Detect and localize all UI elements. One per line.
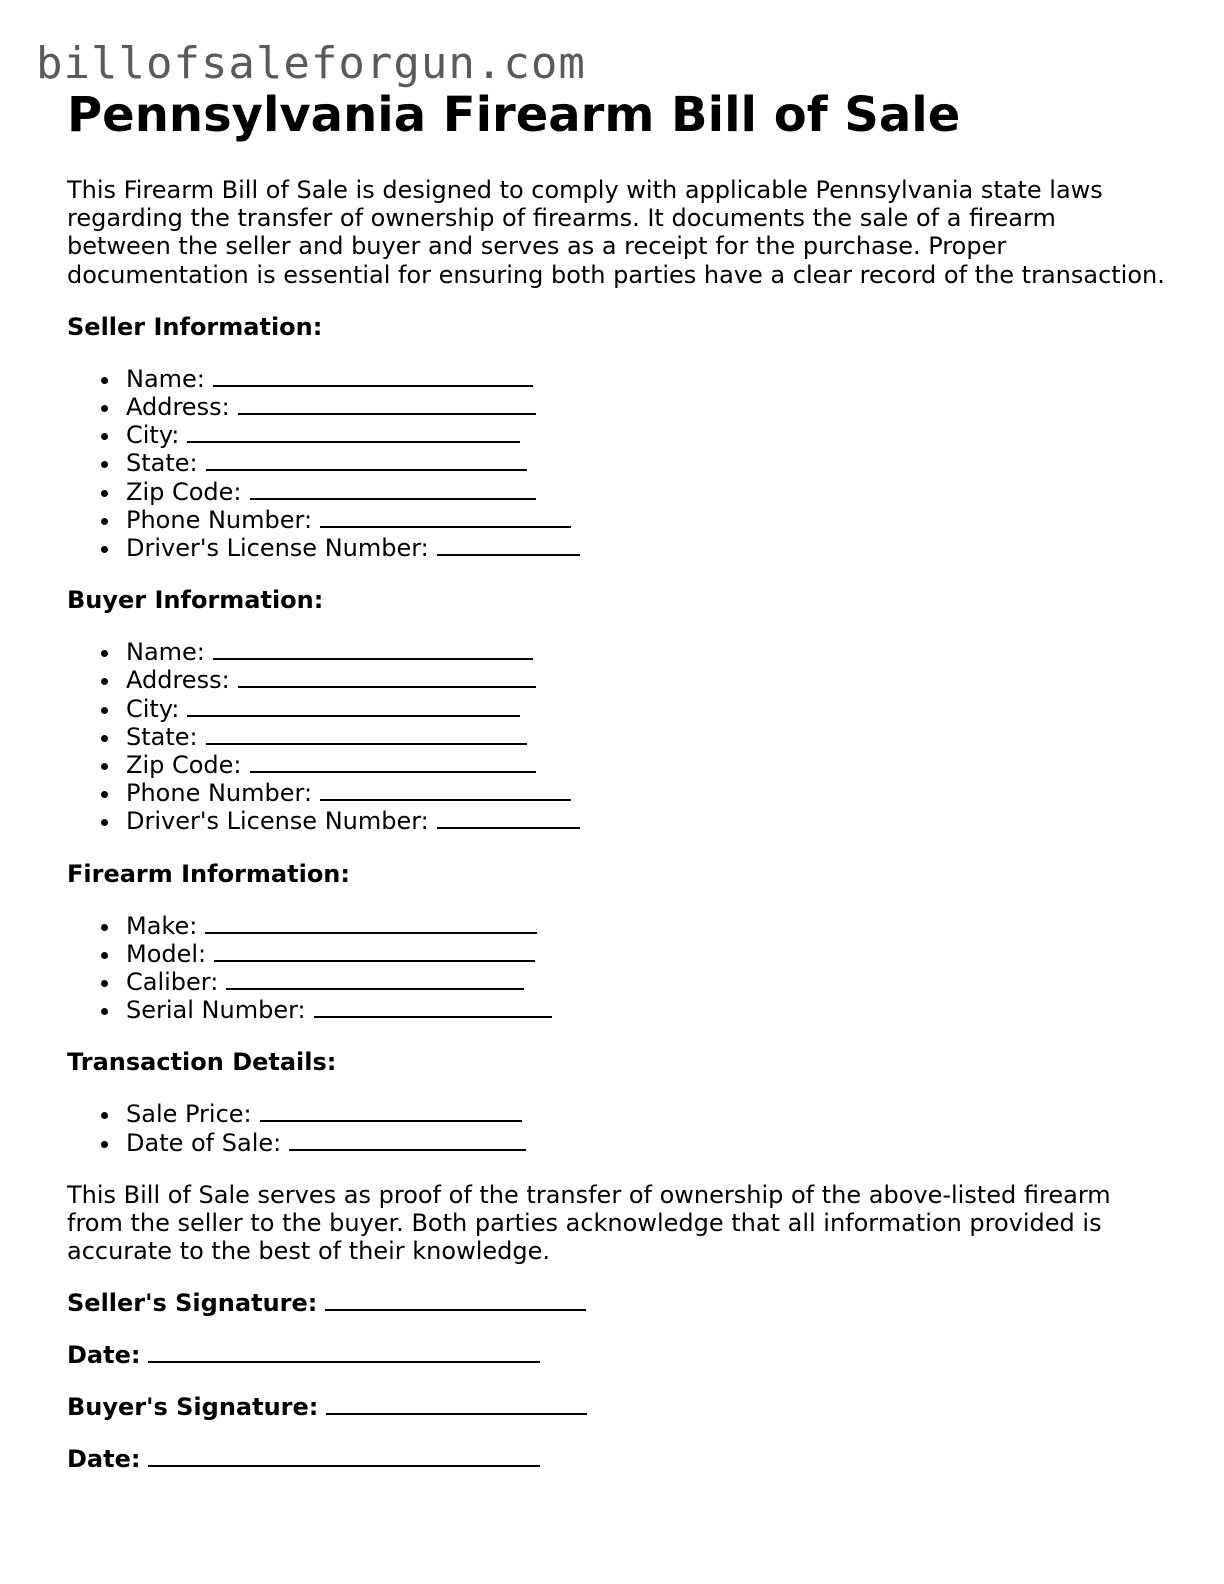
buyer-address-field: Address: — [126, 666, 1167, 694]
buyer-state-blank[interactable] — [206, 724, 527, 745]
buyer-name-blank[interactable] — [213, 639, 533, 660]
seller-signature-blank[interactable] — [325, 1290, 586, 1311]
seller-address-blank[interactable] — [238, 394, 536, 415]
buyer-signature-line: Buyer's Signature: — [67, 1393, 1167, 1421]
firearm-make-blank[interactable] — [205, 913, 537, 934]
transaction-fields-list — [67, 1100, 1167, 1156]
buyer-name-field: Name: — [126, 638, 1167, 666]
buyer-heading: Buyer Information: — [67, 586, 324, 615]
seller-license-field: Driver's License Number: — [126, 534, 1167, 562]
buyer-license-blank[interactable] — [437, 808, 580, 829]
seller-city-blank[interactable] — [187, 422, 520, 443]
seller-phone-field: Phone Number: — [126, 506, 1167, 534]
date-of-sale-field: Date of Sale: — [126, 1129, 1167, 1157]
buyer-phone-field: Phone Number: — [126, 779, 1167, 807]
date-of-sale-blank[interactable] — [289, 1130, 526, 1151]
seller-signature-line: Seller's Signature: — [67, 1289, 1167, 1317]
seller-heading: Seller Information: — [67, 312, 323, 341]
buyer-address-blank[interactable] — [238, 667, 536, 688]
firearm-caliber-blank[interactable] — [226, 969, 524, 990]
seller-date-line: Date: — [67, 1341, 1167, 1369]
seller-state-field: State: — [126, 449, 1167, 477]
seller-address-field: Address: — [126, 393, 1167, 421]
seller-name-blank[interactable] — [213, 366, 533, 387]
seller-zip-blank[interactable] — [250, 479, 536, 500]
page-title: Pennsylvania Firearm Bill of Sale — [67, 87, 961, 143]
seller-license-blank[interactable] — [437, 535, 580, 556]
buyer-phone-blank[interactable] — [320, 780, 571, 801]
closing-paragraph: This Bill of Sale serves as proof of the transfer of ownership of the above-listed firearm from the seller to the buyer. Both parties acknowledge that all information provided is accurate to the best of their knowledge. — [67, 1180, 1111, 1266]
intro-paragraph: This Firearm Bill of Sale is designed to comply with applicable Pennsylvania state laws regarding the transfer of ownership of firearms. It documents the sale of a firearm between the seller and buyer and serves as a receipt for the purchase. Proper documentation is essential for ensuring both parties have a clear record of the transaction. — [67, 176, 1165, 289]
firearm-caliber-field: Caliber: — [126, 968, 1167, 996]
firearm-serial-field: Serial Number: — [126, 996, 1167, 1024]
firearm-model-blank[interactable] — [214, 941, 535, 962]
firearm-serial-blank[interactable] — [314, 997, 552, 1018]
buyer-date-line: Date: — [67, 1445, 1167, 1473]
firearm-make-field: Make: — [126, 912, 1167, 940]
seller-city-field: City: — [126, 421, 1167, 449]
buyer-zip-field: Zip Code: — [126, 751, 1167, 779]
seller-fields-list — [67, 365, 1167, 562]
sale-price-blank[interactable] — [260, 1101, 522, 1122]
transaction-heading: Transaction Details: — [67, 1048, 337, 1077]
seller-phone-blank[interactable] — [320, 507, 571, 528]
document-body — [67, 86, 1167, 1473]
buyer-state-field: State: — [126, 723, 1167, 751]
sale-price-field: Sale Price: — [126, 1100, 1167, 1128]
buyer-city-field: City: — [126, 695, 1167, 723]
buyer-date-blank[interactable] — [148, 1446, 540, 1467]
buyer-license-field: Driver's License Number: — [126, 807, 1167, 835]
firearm-model-field: Model: — [126, 940, 1167, 968]
buyer-zip-blank[interactable] — [250, 752, 536, 773]
seller-zip-field: Zip Code: — [126, 478, 1167, 506]
seller-state-blank[interactable] — [206, 450, 527, 471]
seller-date-blank[interactable] — [148, 1342, 540, 1363]
buyer-signature-blank[interactable] — [326, 1394, 587, 1415]
seller-name-field: Name: — [126, 365, 1167, 393]
firearm-fields-list — [67, 912, 1167, 1025]
site-watermark: billofsaleforgun.com — [36, 38, 586, 89]
buyer-fields-list — [67, 638, 1167, 835]
firearm-heading: Firearm Information: — [67, 859, 350, 888]
buyer-city-blank[interactable] — [187, 696, 520, 717]
